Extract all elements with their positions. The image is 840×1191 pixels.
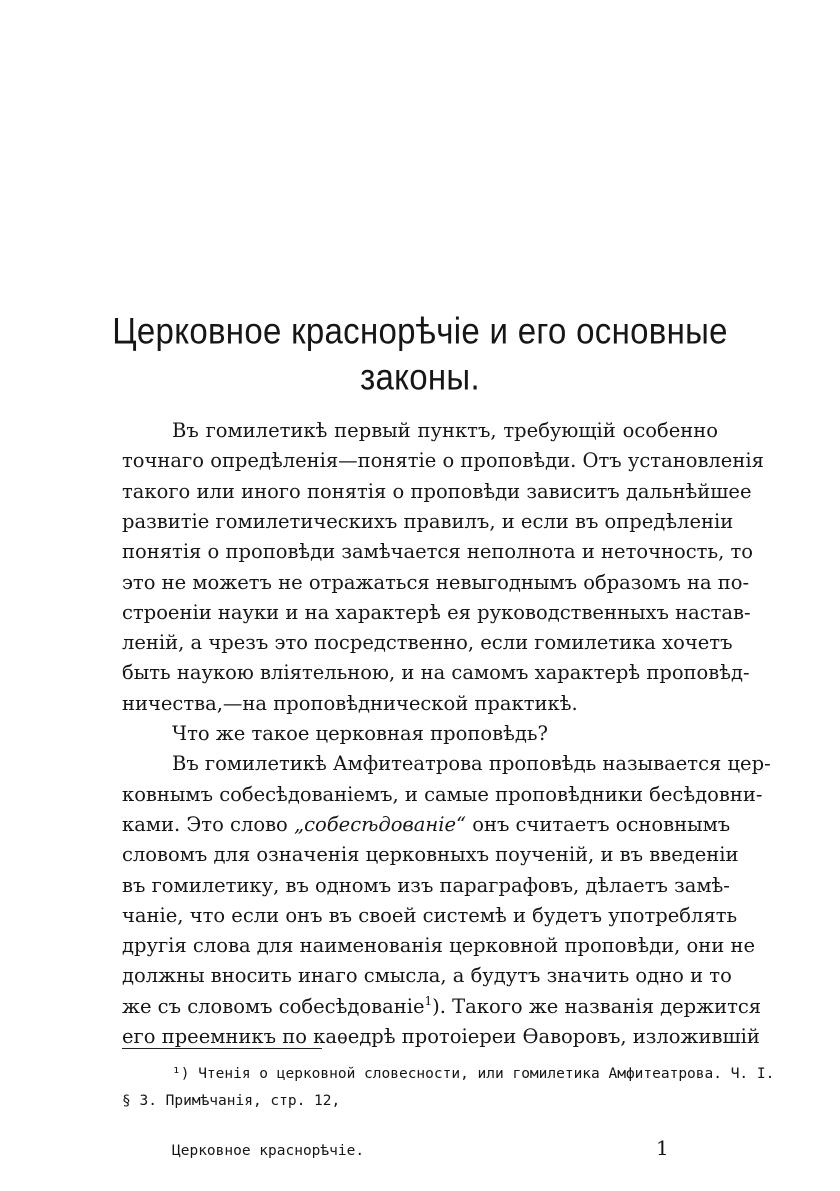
- text-run: же съ словомъ собесѣдованіе: [122, 995, 425, 1018]
- paragraph-line: другія слова для наименованія церковной проповѣди, они не: [122, 934, 756, 957]
- paragraph-line: ничества,—на проповѣднической практикѣ.: [122, 692, 578, 715]
- signature-mark: Церковное краснорѣчіе.: [172, 1143, 365, 1159]
- paragraph-line: это не можетъ не отражаться невыгоднымъ образомъ на по-: [122, 571, 750, 594]
- paragraph-line: понятія о проповѣди замѣчается неполнота и неточность, то: [122, 540, 753, 563]
- paragraph-line: его преемникъ по каѳедрѣ протоіереи Ѳаворовъ, изложившій: [122, 1025, 760, 1048]
- paragraph-line: [122, 992, 762, 1022]
- paragraph-line: строеніи науки и на характерѣ ея руководственныхъ настав-: [122, 601, 751, 624]
- text-run: ). Такого же названія держится: [432, 995, 762, 1018]
- text-run: онъ считаетъ основнымъ: [472, 813, 731, 836]
- text-run: ками. Это слово: [122, 813, 288, 836]
- footnote-divider: [122, 1048, 322, 1049]
- paragraph-line: леній, а чрезъ это посредственно, если гомилетика хочетъ: [122, 631, 733, 654]
- paragraph-line: въ гомилетику, въ одномъ изъ параграфовъ, дѣлаетъ замѣ-: [122, 874, 730, 897]
- footnote-ref: 1: [424, 994, 433, 1008]
- paragraph-line: развитіе гомилетическихъ правилъ, и если въ опредѣленіи: [122, 510, 734, 533]
- paragraph-line: Что же такое церковная проповѣдь?: [172, 722, 548, 745]
- paragraph-line: ковнымъ собесѣдованіемъ, и самые проповѣдники бесѣдовни-: [122, 783, 763, 806]
- chapter-title-line-1: Церковное краснорѣчіе и его основные: [112, 309, 728, 352]
- paragraph-line: словомъ для означенія церковныхъ поученій, и въ введеніи: [122, 843, 739, 866]
- footnote-line-2: § 3. Примѣчанія, стр. 12,: [122, 1093, 341, 1109]
- paragraph-line: [122, 810, 731, 840]
- footnote-line-1: ¹) Чтенія о церковной словесности, или гомилетика Амфитеатрова. Ч. I.: [172, 1066, 775, 1082]
- chapter-title-line-2: законы.: [360, 355, 480, 398]
- paragraph-line: должны вносить инаго смысла, а будутъ значить одно и то: [122, 964, 732, 987]
- paragraph-line: точнаго опредѣленія—понятіе о проповѣди. Отъ установленія: [122, 449, 764, 472]
- italic-term: „собесѣдованіе“: [294, 813, 466, 836]
- page-number: 1: [656, 1136, 669, 1160]
- paragraph-line: такого или иного понятія о проповѣди зависитъ дальнѣйшее: [122, 480, 752, 503]
- paragraph-line: Въ гомилетикѣ первый пунктъ, требующій особенно: [172, 419, 718, 442]
- paragraph-line: быть наукою вліятельною, и на самомъ характерѣ проповѣд-: [122, 661, 750, 684]
- paragraph-line: Въ гомилетикѣ Амфитеатрова проповѣдь называется цер-: [172, 752, 771, 775]
- paragraph-line: чаніе, что если онъ въ своей системѣ и будетъ употреблять: [122, 904, 738, 927]
